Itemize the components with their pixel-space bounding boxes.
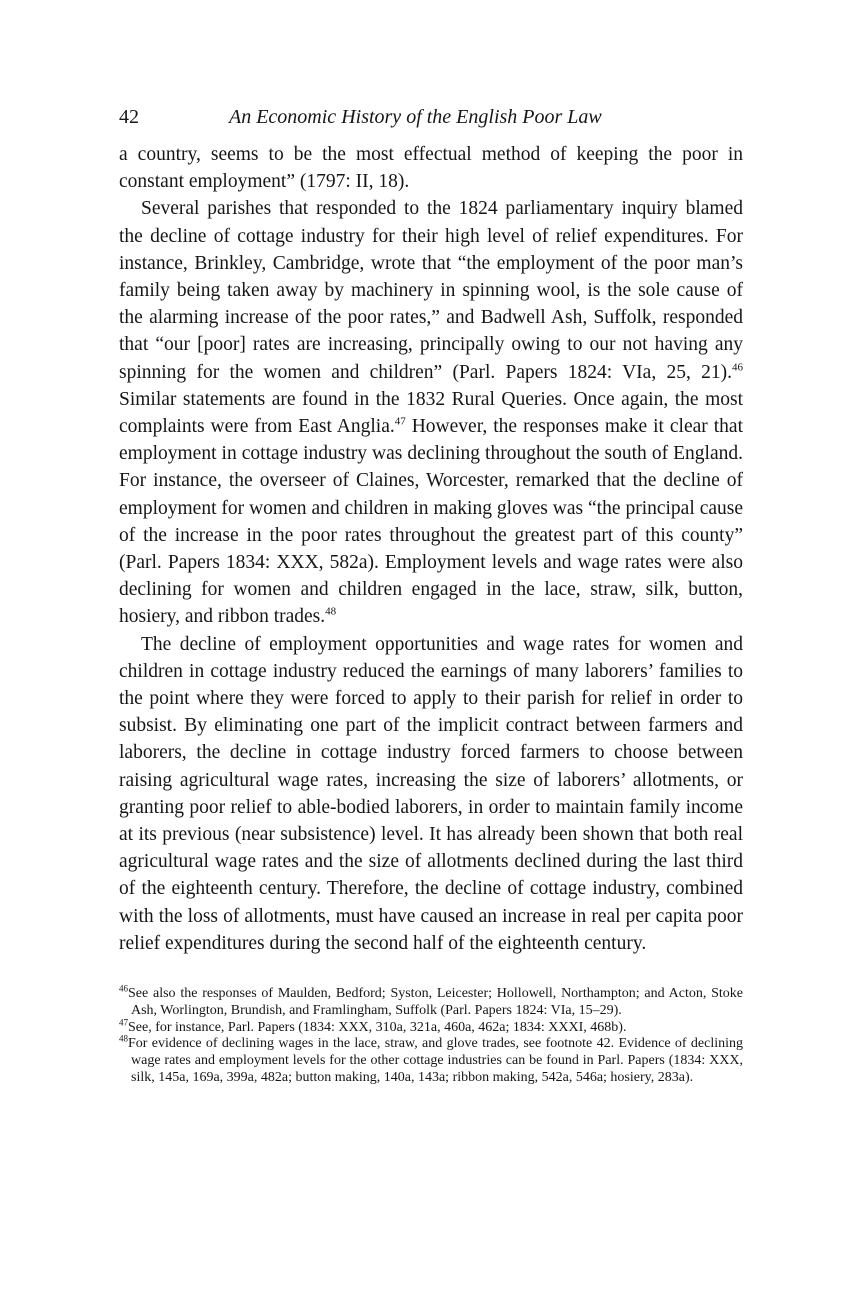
footnote-number: 48 xyxy=(119,1033,128,1044)
footnote xyxy=(119,1033,743,1086)
paragraph-text: The decline of employment opportunities and wage rates for women and children in cottage industry reduced the earnings of many laborers’ families to the point where they were forced to apply to their parish for relief in order to subsist. By eliminating one part of the implicit contract between farmers and laborers, the decline in cottage industry forced farmers to choose between raising agricultural wage rates, increasing the size of laborers’ allotments, or granting poor relief to able-bodied laborers, in order to maintain family income at its previous (near subsistence) level. It has already been shown that both real agricultural wage rates and the size of allotments declined during the last third of the eighteenth century. Therefore, the decline of cottage industry, combined with the loss of allotments, must have caused an increase in real per capita poor relief expenditures during the second half of the eighteenth century. xyxy=(119,633,743,954)
footnote-text: For evidence of declining wages in the lace, straw, and glove trades, see footnote 42. Evidence of declining wage rates and employment levels for the other cottage industries can be found in Parl. Papers (1834: XXX, silk, 145a, 169a, 399a, 482a; button making, 140a, 143a; ribbon making, 542a, 546a; hosiery, 283a). xyxy=(128,1036,743,1086)
footnote-ref[interactable]: 46 xyxy=(732,361,743,374)
footnote-ref[interactable]: 48 xyxy=(325,605,337,618)
footnote-number: 47 xyxy=(119,1017,128,1028)
paragraph-text: Several parishes that responded to the 1824 parliamentary inquiry blamed the decline of cottage industry for their high level of relief expenditures. For instance, Brinkley, Cambridge, wrote that “the employment of the poor man’s family being taken away by machinery in spinning wool, is the sole cause of the alarming increase of the poor rates,” and Badwell Ash, Suffolk, responded that “our [poor] rates are increasing, principally owing to our not having any spinning for the women and children” (Parl. Papers 1824: VIa, 25, 21). xyxy=(119,198,743,383)
body-text xyxy=(119,141,743,957)
paragraph-continued xyxy=(119,141,743,195)
paragraph xyxy=(119,195,743,630)
running-title: An Economic History of the English Poor Law xyxy=(229,106,602,128)
footnote-text: See also the responses of Maulden, Bedford; Syston, Leicester; Hollowell, Northampton; and Acton, Stoke Ash, Worlington, Brundish, and Framlingham, Suffolk (Parl. Papers 1824: VIa, 15–29). xyxy=(128,986,743,1018)
paragraph-text: However, the responses make it clear that employment in cottage industry was declining throughout the south of England. For instance, the overseer of Claines, Worcester, remarked that the decline of employment for women and children in making gloves was “the principal cause of the increase in the poor rates throughout the greatest part of this county” (Parl. Papers 1834: XXX, 582a). Employment levels and wage rates were also declining for women and children engaged in the lace, straw, silk, button, hosiery, and ribbon trades. xyxy=(119,416,743,628)
footnote-text: See, for instance, Parl. Papers (1834: XXX, 310a, 321a, 460a, 462a; 1834: XXXI, 468b). xyxy=(128,1019,627,1035)
footnote xyxy=(119,983,743,1020)
footnote xyxy=(119,1017,743,1037)
footnote-number: 46 xyxy=(119,983,128,994)
paragraph-text: a country, seems to be the most effectual method of keeping the poor in constant employment” (1797: II, 18). xyxy=(119,144,743,193)
paragraph-text: Similar statements are found in the 1832 Rural Queries. Once again, the most complaints were from East Anglia. xyxy=(119,388,743,438)
page-header xyxy=(119,103,743,131)
footnotes xyxy=(119,983,743,1087)
page-number: 42 xyxy=(119,106,139,128)
footnote-ref[interactable]: 47 xyxy=(394,415,406,428)
book-page xyxy=(119,103,743,1087)
paragraph xyxy=(119,631,743,957)
